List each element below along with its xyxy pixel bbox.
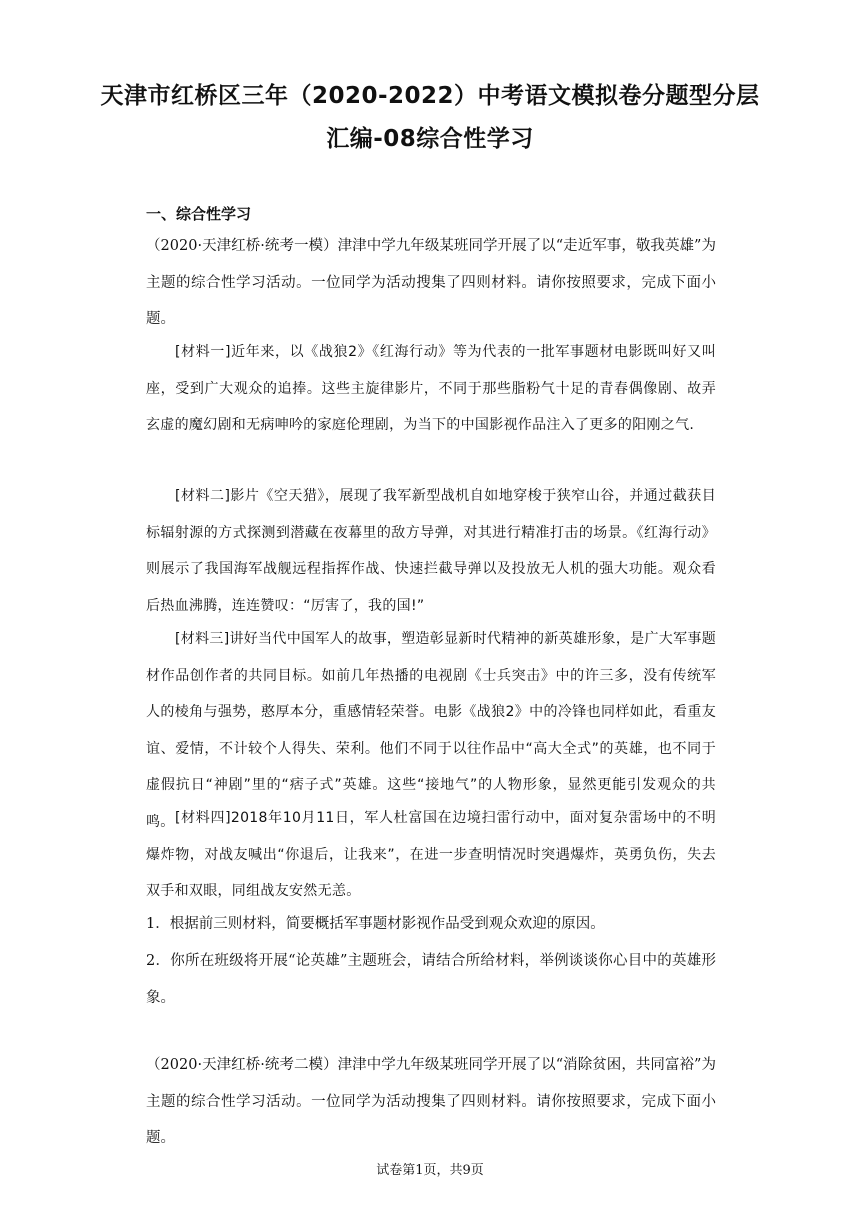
question-2: 2．你所在班级将开展“论英雄”主题班会，请结合所给材料，举例谈谈你心目中的英雄形象。	[146, 953, 716, 1006]
question-1: 1．根据前三则材料，简要概括军事题材影视作品受到观众欢迎的原因。	[146, 916, 605, 932]
section-heading: 一、综合性学习	[146, 205, 252, 223]
material-3: [材料三]讲好当代中国军人的故事，塑造彰显新时代精神的新英雄形象，是广大军事题材作品创作者的共同目标。如前几年热播的电视剧《士兵突击》中的许三多，没有传统军人的棱角与强势，憨厚本分，重感情轻荣誉。电影《战狼2》中的冷锋也同样如此，看重友谊、爱情，不计较个人得失、荣利。他们不同于以往作品中“高大全式”的英雄，也不同于虚假抗日“神剧”里的“痞子式”英雄。这些“接地气”的人物形象，显然更能引发观众的共鸣。	[146, 631, 716, 830]
material-1: [材料一]近年来，以《战狼2》《红海行动》等为代表的一批军事题材电影既叫好又叫座，受到广大观众的追捧。这些主旋律影片，不同于那些脂粉气十足的青春偶像剧、故弄玄虚的魔幻剧和无病呻吟的家庭伦理剧，为当下的中国影视作品注入了更多的阳刚之气.	[146, 344, 716, 433]
group1-intro: （2020·天津红桥·统考一模）津津中学九年级某班同学开展了以“走近军事，敬我英雄”为主题的综合性学习活动。一位同学为活动搜集了四则材料。请你按照要求，完成下面小题。	[146, 238, 716, 327]
material-2: [材料二]影片《空天猎》，展现了我军新型战机自如地穿梭于狭窄山谷，并通过截获目标辐射源的方式探测到潜藏在夜幕里的敌方导弹，对其进行精准打击的场景。《红海行动》则展示了我国海军战舰远程指挥作战、快速拦截导弹以及投放无人机的强大功能。观众看后热血沸腾，连连赞叹：“厉害了，我的国!”	[146, 488, 716, 614]
group2-intro: （2020·天津红桥·统考二模）津津中学九年级某班同学开展了以“消除贫困，共同富裕”为主题的综合性学习活动。一位同学为活动搜集了四则材料。请你按照要求，完成下面小题。	[146, 1057, 716, 1146]
document-title-line-1: 天津市红桥区三年（2020-2022）中考语文模拟卷分题型分层	[100, 83, 760, 109]
page-footer: 试卷第1页，共9页	[376, 1163, 484, 1178]
material-4: [材料四]2018年10月11日，军人杜富国在边境扫雷行动中，面对复杂雷场中的不明爆炸物，对战友喊出“你退后，让我来”，在进一步查明情况时突遇爆炸，英勇负伤，失去双手和双眼，同组战友安然无恙。	[146, 810, 716, 899]
document-title-line-2: 汇编-08综合性学习	[326, 126, 534, 152]
